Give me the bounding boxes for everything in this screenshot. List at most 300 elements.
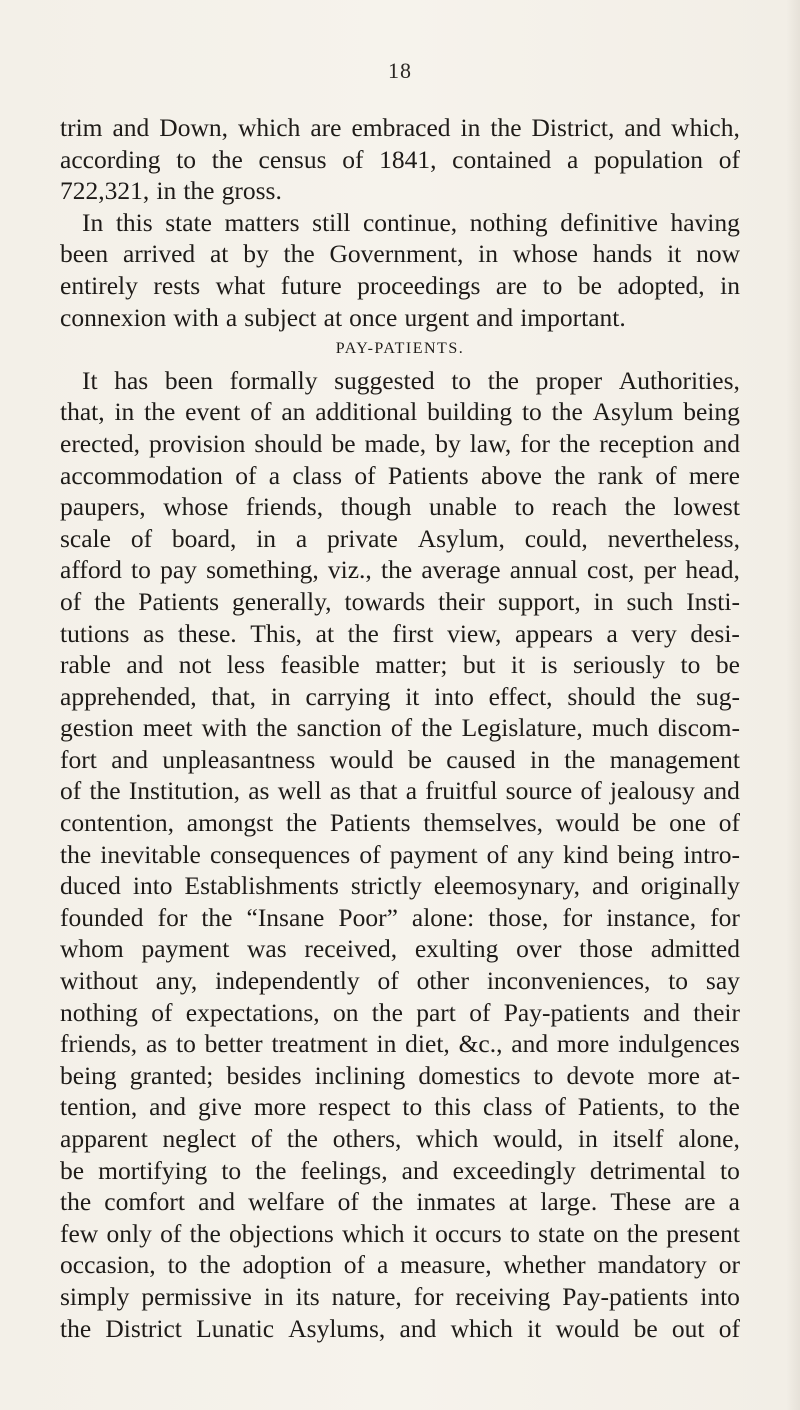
word: mortifying xyxy=(98,1155,208,1185)
word: of xyxy=(342,144,364,174)
word: only xyxy=(106,1218,152,1248)
word: whose xyxy=(512,239,578,269)
text-line xyxy=(60,775,740,807)
word: feasible xyxy=(280,650,360,680)
word: friends, xyxy=(60,1029,138,1059)
word: and xyxy=(112,113,150,142)
word: sanction xyxy=(296,713,382,743)
word: mandatory xyxy=(597,1250,707,1280)
word: rank xyxy=(597,460,644,490)
word: instance, xyxy=(606,902,697,932)
word: to xyxy=(176,1029,196,1059)
word: their xyxy=(438,586,485,616)
page-number: 18 xyxy=(388,58,412,83)
word: indulgences xyxy=(618,1029,740,1059)
word: contention, xyxy=(60,808,175,838)
section-heading: PAY-PATIENTS. xyxy=(335,340,465,358)
word: in xyxy=(256,523,277,553)
word: and xyxy=(703,776,740,806)
word: inevitable xyxy=(100,839,201,869)
word: head, xyxy=(685,555,740,585)
word: in xyxy=(530,744,550,774)
word: domestics xyxy=(418,1060,521,1090)
word: themselves, xyxy=(423,808,544,838)
word: as xyxy=(143,618,165,648)
word: the xyxy=(372,1187,404,1217)
word: a xyxy=(376,1250,389,1280)
word: Pay-patients xyxy=(562,1281,689,1311)
word: Patients, xyxy=(577,1092,665,1122)
word: are xyxy=(495,270,528,300)
word: Poor” xyxy=(338,902,398,932)
word: but xyxy=(462,650,496,680)
word: Asylum xyxy=(592,397,674,427)
word: could, xyxy=(524,523,588,553)
word: in xyxy=(263,1281,284,1311)
word: be xyxy=(633,1313,658,1343)
word: Legislature, xyxy=(461,713,583,743)
word: without xyxy=(60,966,138,996)
word: desi- xyxy=(690,618,740,648)
word: their xyxy=(693,997,740,1027)
word: what xyxy=(215,270,266,300)
word: this xyxy=(434,1092,472,1122)
word: these. xyxy=(177,618,237,648)
word: such xyxy=(626,586,674,616)
word: should xyxy=(567,681,636,711)
word: much xyxy=(591,713,649,743)
word: law, xyxy=(469,428,512,458)
word: at xyxy=(323,302,343,332)
word: seriously xyxy=(573,650,666,680)
word: more xyxy=(556,1029,610,1059)
word: embraced xyxy=(351,113,451,142)
word: fort xyxy=(60,744,97,774)
word: any xyxy=(517,839,554,869)
word: and xyxy=(111,744,149,774)
word: discom- xyxy=(657,713,740,743)
word: reach xyxy=(551,492,608,522)
word: of xyxy=(250,1124,273,1153)
word: first xyxy=(392,618,434,648)
word: population xyxy=(593,144,704,174)
word: very xyxy=(631,618,677,648)
word: and xyxy=(149,1092,186,1122)
word: important. xyxy=(520,302,626,332)
word: and xyxy=(126,650,164,680)
word: the xyxy=(380,555,413,585)
text-line xyxy=(60,460,740,492)
word: of xyxy=(250,397,272,427)
word: being xyxy=(617,839,675,869)
word: tutions xyxy=(60,618,130,648)
word: District, xyxy=(531,113,615,142)
word: to xyxy=(533,1060,554,1090)
word: Down, xyxy=(159,113,229,142)
word: and xyxy=(198,1187,235,1217)
word: and xyxy=(703,428,740,458)
word: and xyxy=(511,1029,549,1059)
word: the xyxy=(60,839,92,869)
word: inclining xyxy=(314,1060,406,1090)
word: friends, xyxy=(245,492,324,522)
word: the xyxy=(201,902,233,932)
word: and xyxy=(399,1313,437,1343)
word: Lunatic xyxy=(196,1313,275,1343)
text-line xyxy=(60,1060,740,1092)
word: been xyxy=(60,239,109,269)
word: something, xyxy=(206,555,319,585)
word: admitted xyxy=(650,934,740,964)
word: Asylum, xyxy=(417,523,505,553)
word: duced xyxy=(60,871,121,901)
word: with xyxy=(173,302,219,332)
word: though xyxy=(340,492,412,522)
word: treatment xyxy=(271,1029,368,1059)
word: alone: xyxy=(411,902,475,932)
word: Patients xyxy=(329,808,411,838)
word: any, xyxy=(155,966,198,996)
word: subject xyxy=(244,302,317,332)
word: the xyxy=(487,365,519,395)
word: to xyxy=(510,1218,530,1248)
word: This, xyxy=(250,618,303,648)
word: would xyxy=(555,808,620,838)
word: urgent xyxy=(404,302,470,332)
text-line xyxy=(60,681,740,713)
word: adopted, xyxy=(617,270,705,300)
word: amongst xyxy=(186,808,274,838)
word: viz., xyxy=(327,555,372,585)
word: District xyxy=(105,1313,182,1343)
word: others, xyxy=(332,1124,402,1153)
word: Patients xyxy=(138,586,220,616)
word: the xyxy=(189,1218,221,1248)
word: matter; xyxy=(375,650,448,680)
word: it xyxy=(405,681,420,711)
text-line xyxy=(60,744,740,776)
word: the xyxy=(199,1250,231,1280)
word: per xyxy=(643,555,677,585)
word: arrived xyxy=(122,239,196,269)
word: its xyxy=(295,1281,320,1311)
word: diet, xyxy=(405,1029,450,1059)
word: the xyxy=(285,808,318,838)
word: strictly xyxy=(350,871,422,901)
word: the xyxy=(60,1187,92,1217)
word: payment xyxy=(141,934,230,964)
word: that xyxy=(359,776,398,806)
word: it xyxy=(527,1313,542,1343)
word: in xyxy=(593,586,614,616)
word: or xyxy=(718,1250,740,1280)
word: proceedings xyxy=(357,270,481,300)
word: whether xyxy=(503,1250,586,1280)
word: of xyxy=(486,839,508,869)
word: suggested xyxy=(334,365,435,395)
word: as xyxy=(329,776,352,806)
word: originally xyxy=(640,871,740,901)
word: be xyxy=(407,744,432,774)
text-line xyxy=(60,933,740,965)
word: be xyxy=(60,1155,85,1185)
word: of xyxy=(343,1250,365,1280)
word: to xyxy=(221,1155,242,1185)
word: for xyxy=(157,902,188,932)
word: give xyxy=(197,1092,242,1122)
word: founded xyxy=(60,902,144,932)
word: a xyxy=(268,460,281,490)
word: into xyxy=(132,871,173,901)
word: management xyxy=(609,744,740,774)
word: 1841, xyxy=(379,144,437,174)
word: few xyxy=(60,1218,99,1248)
word: accommodation xyxy=(60,460,223,490)
word: Insti- xyxy=(686,586,740,616)
text-line xyxy=(60,1249,740,1281)
word: lowest xyxy=(673,492,740,522)
word: on xyxy=(593,1218,619,1248)
word: simply xyxy=(60,1281,130,1311)
word: annual xyxy=(509,555,578,585)
word: of xyxy=(469,997,491,1027)
word: independently xyxy=(215,966,360,996)
word: and xyxy=(591,871,629,901)
word: a xyxy=(566,144,579,174)
word: Asylums, xyxy=(288,1313,386,1343)
word: at xyxy=(209,239,229,269)
word: made, xyxy=(364,428,427,458)
word: apparent xyxy=(60,1124,148,1153)
word: having xyxy=(670,207,740,237)
text-line xyxy=(60,238,740,270)
word: intro- xyxy=(683,839,740,869)
word: to xyxy=(676,1092,697,1122)
text-line xyxy=(60,365,740,397)
word: over xyxy=(516,934,562,964)
word: the xyxy=(347,618,379,648)
word: the xyxy=(421,713,453,743)
word: state xyxy=(538,1218,585,1248)
word: now xyxy=(696,239,740,269)
text-line xyxy=(60,523,740,555)
word: are xyxy=(310,113,342,142)
word: census xyxy=(258,144,327,174)
text-line xyxy=(60,1155,740,1187)
word: of xyxy=(718,1313,740,1343)
word: pay xyxy=(160,555,197,585)
word: out xyxy=(671,1313,705,1343)
word: view, xyxy=(447,618,502,648)
word: devote xyxy=(566,1060,635,1090)
word: appears xyxy=(515,618,593,648)
text-line xyxy=(60,554,740,586)
word: the xyxy=(283,239,315,269)
word: one xyxy=(669,808,706,838)
word: to xyxy=(680,650,701,680)
text-line xyxy=(60,1186,740,1218)
word: to xyxy=(720,1155,740,1185)
word: a xyxy=(295,523,308,553)
word: a xyxy=(728,1187,740,1217)
word: carrying xyxy=(305,681,391,711)
word: contained xyxy=(452,144,552,174)
text-line xyxy=(60,1028,740,1060)
word: proper xyxy=(535,365,603,395)
text-line xyxy=(60,207,740,239)
word: not xyxy=(178,650,212,680)
word: Pay-patients xyxy=(503,997,630,1027)
word: which xyxy=(342,1218,405,1248)
word: well xyxy=(277,776,322,806)
word: “Insane xyxy=(246,902,325,932)
text-line xyxy=(60,270,740,302)
word: of xyxy=(359,839,381,869)
word: of xyxy=(544,1092,566,1122)
word: besides xyxy=(226,1060,302,1090)
word: definitive xyxy=(560,207,658,237)
word: gross. xyxy=(221,176,282,206)
word: event xyxy=(185,397,241,427)
word: 722,321, xyxy=(60,176,150,206)
word: which xyxy=(450,1313,513,1343)
word: adoption xyxy=(242,1250,332,1280)
word: exulting xyxy=(414,934,499,964)
word: should xyxy=(254,428,323,458)
word: present xyxy=(666,1218,740,1248)
word: apprehended, xyxy=(60,681,197,711)
word: would xyxy=(555,1313,620,1343)
word: into xyxy=(434,681,474,711)
word: and xyxy=(624,113,662,142)
word: is xyxy=(540,650,558,680)
word: be xyxy=(331,428,356,458)
word: eleemosynary, xyxy=(433,871,581,901)
word: to xyxy=(131,555,151,585)
word: in xyxy=(460,113,481,142)
word: of xyxy=(235,460,257,490)
word: to xyxy=(402,1092,423,1122)
word: mere xyxy=(688,460,740,490)
word: paupers, xyxy=(60,492,146,522)
word: received, xyxy=(304,934,398,964)
word: in xyxy=(478,239,498,269)
word: in xyxy=(376,1029,397,1059)
word: for xyxy=(710,902,740,932)
word: the xyxy=(708,1092,740,1122)
word: at- xyxy=(713,1060,740,1090)
word: part xyxy=(416,997,456,1027)
word: on xyxy=(332,997,359,1027)
page-edge-shadow xyxy=(786,0,800,1410)
word: more xyxy=(253,1092,307,1122)
word: other xyxy=(416,966,469,996)
word: welfare xyxy=(248,1187,325,1217)
word: &c., xyxy=(458,1029,503,1059)
text-line xyxy=(60,839,740,871)
word: and xyxy=(401,1155,439,1185)
word: better xyxy=(204,1029,263,1059)
word: the xyxy=(564,744,596,774)
word: into xyxy=(700,1281,740,1311)
word: feelings, xyxy=(300,1155,388,1185)
word: entirely xyxy=(60,270,138,300)
word: the xyxy=(144,397,176,427)
word: the xyxy=(286,1124,318,1153)
text-line xyxy=(60,1218,740,1250)
word: large. xyxy=(540,1187,598,1217)
word: to xyxy=(176,144,197,174)
word: cost, xyxy=(586,555,635,585)
word: scale xyxy=(60,523,111,553)
word: that, xyxy=(60,397,105,427)
word: which xyxy=(238,113,301,142)
word: towards xyxy=(344,586,426,616)
word: of xyxy=(580,776,602,806)
text-line xyxy=(60,965,740,997)
word: of xyxy=(655,460,677,490)
word: a xyxy=(405,776,418,806)
word: of xyxy=(60,776,82,806)
word: whom xyxy=(60,934,124,964)
word: the xyxy=(551,397,583,427)
word: class xyxy=(483,1092,533,1122)
text-line xyxy=(60,870,740,902)
word: are xyxy=(684,1187,716,1217)
word: the xyxy=(89,776,121,806)
word: say xyxy=(705,966,740,996)
word: the xyxy=(490,113,522,142)
word: of xyxy=(337,1187,359,1217)
word: nature, xyxy=(331,1281,402,1311)
word: jealousy xyxy=(609,776,695,806)
word: It xyxy=(82,365,98,395)
word: in xyxy=(270,681,291,711)
word: the xyxy=(554,460,586,490)
word: itself xyxy=(612,1124,664,1153)
word: continue, xyxy=(362,207,458,237)
word: receiving xyxy=(455,1281,551,1311)
word: Authorities, xyxy=(618,365,740,395)
word: it xyxy=(412,1218,427,1248)
word: permissive xyxy=(141,1281,252,1311)
word: reception xyxy=(599,428,695,458)
word: this xyxy=(115,207,153,237)
text-line xyxy=(60,712,740,744)
word: rests xyxy=(153,270,201,300)
word: which, xyxy=(671,113,740,142)
word: the xyxy=(624,492,656,522)
word: to xyxy=(514,492,535,522)
word: would, xyxy=(493,1124,564,1153)
word: support, xyxy=(497,586,581,616)
word: consequences xyxy=(209,839,351,869)
word: Establishments xyxy=(184,871,339,901)
text-line xyxy=(60,586,740,618)
word: generally, xyxy=(231,586,332,616)
word: kind xyxy=(563,839,609,869)
word: respect xyxy=(318,1092,391,1122)
word: meet xyxy=(142,713,193,743)
text-line xyxy=(60,428,740,460)
word: according xyxy=(60,144,161,174)
text-line xyxy=(60,649,740,681)
word: those, xyxy=(488,902,549,932)
word: was xyxy=(247,934,287,964)
word: that, xyxy=(211,681,257,711)
word: hands xyxy=(592,239,653,269)
word: alone, xyxy=(678,1124,740,1153)
